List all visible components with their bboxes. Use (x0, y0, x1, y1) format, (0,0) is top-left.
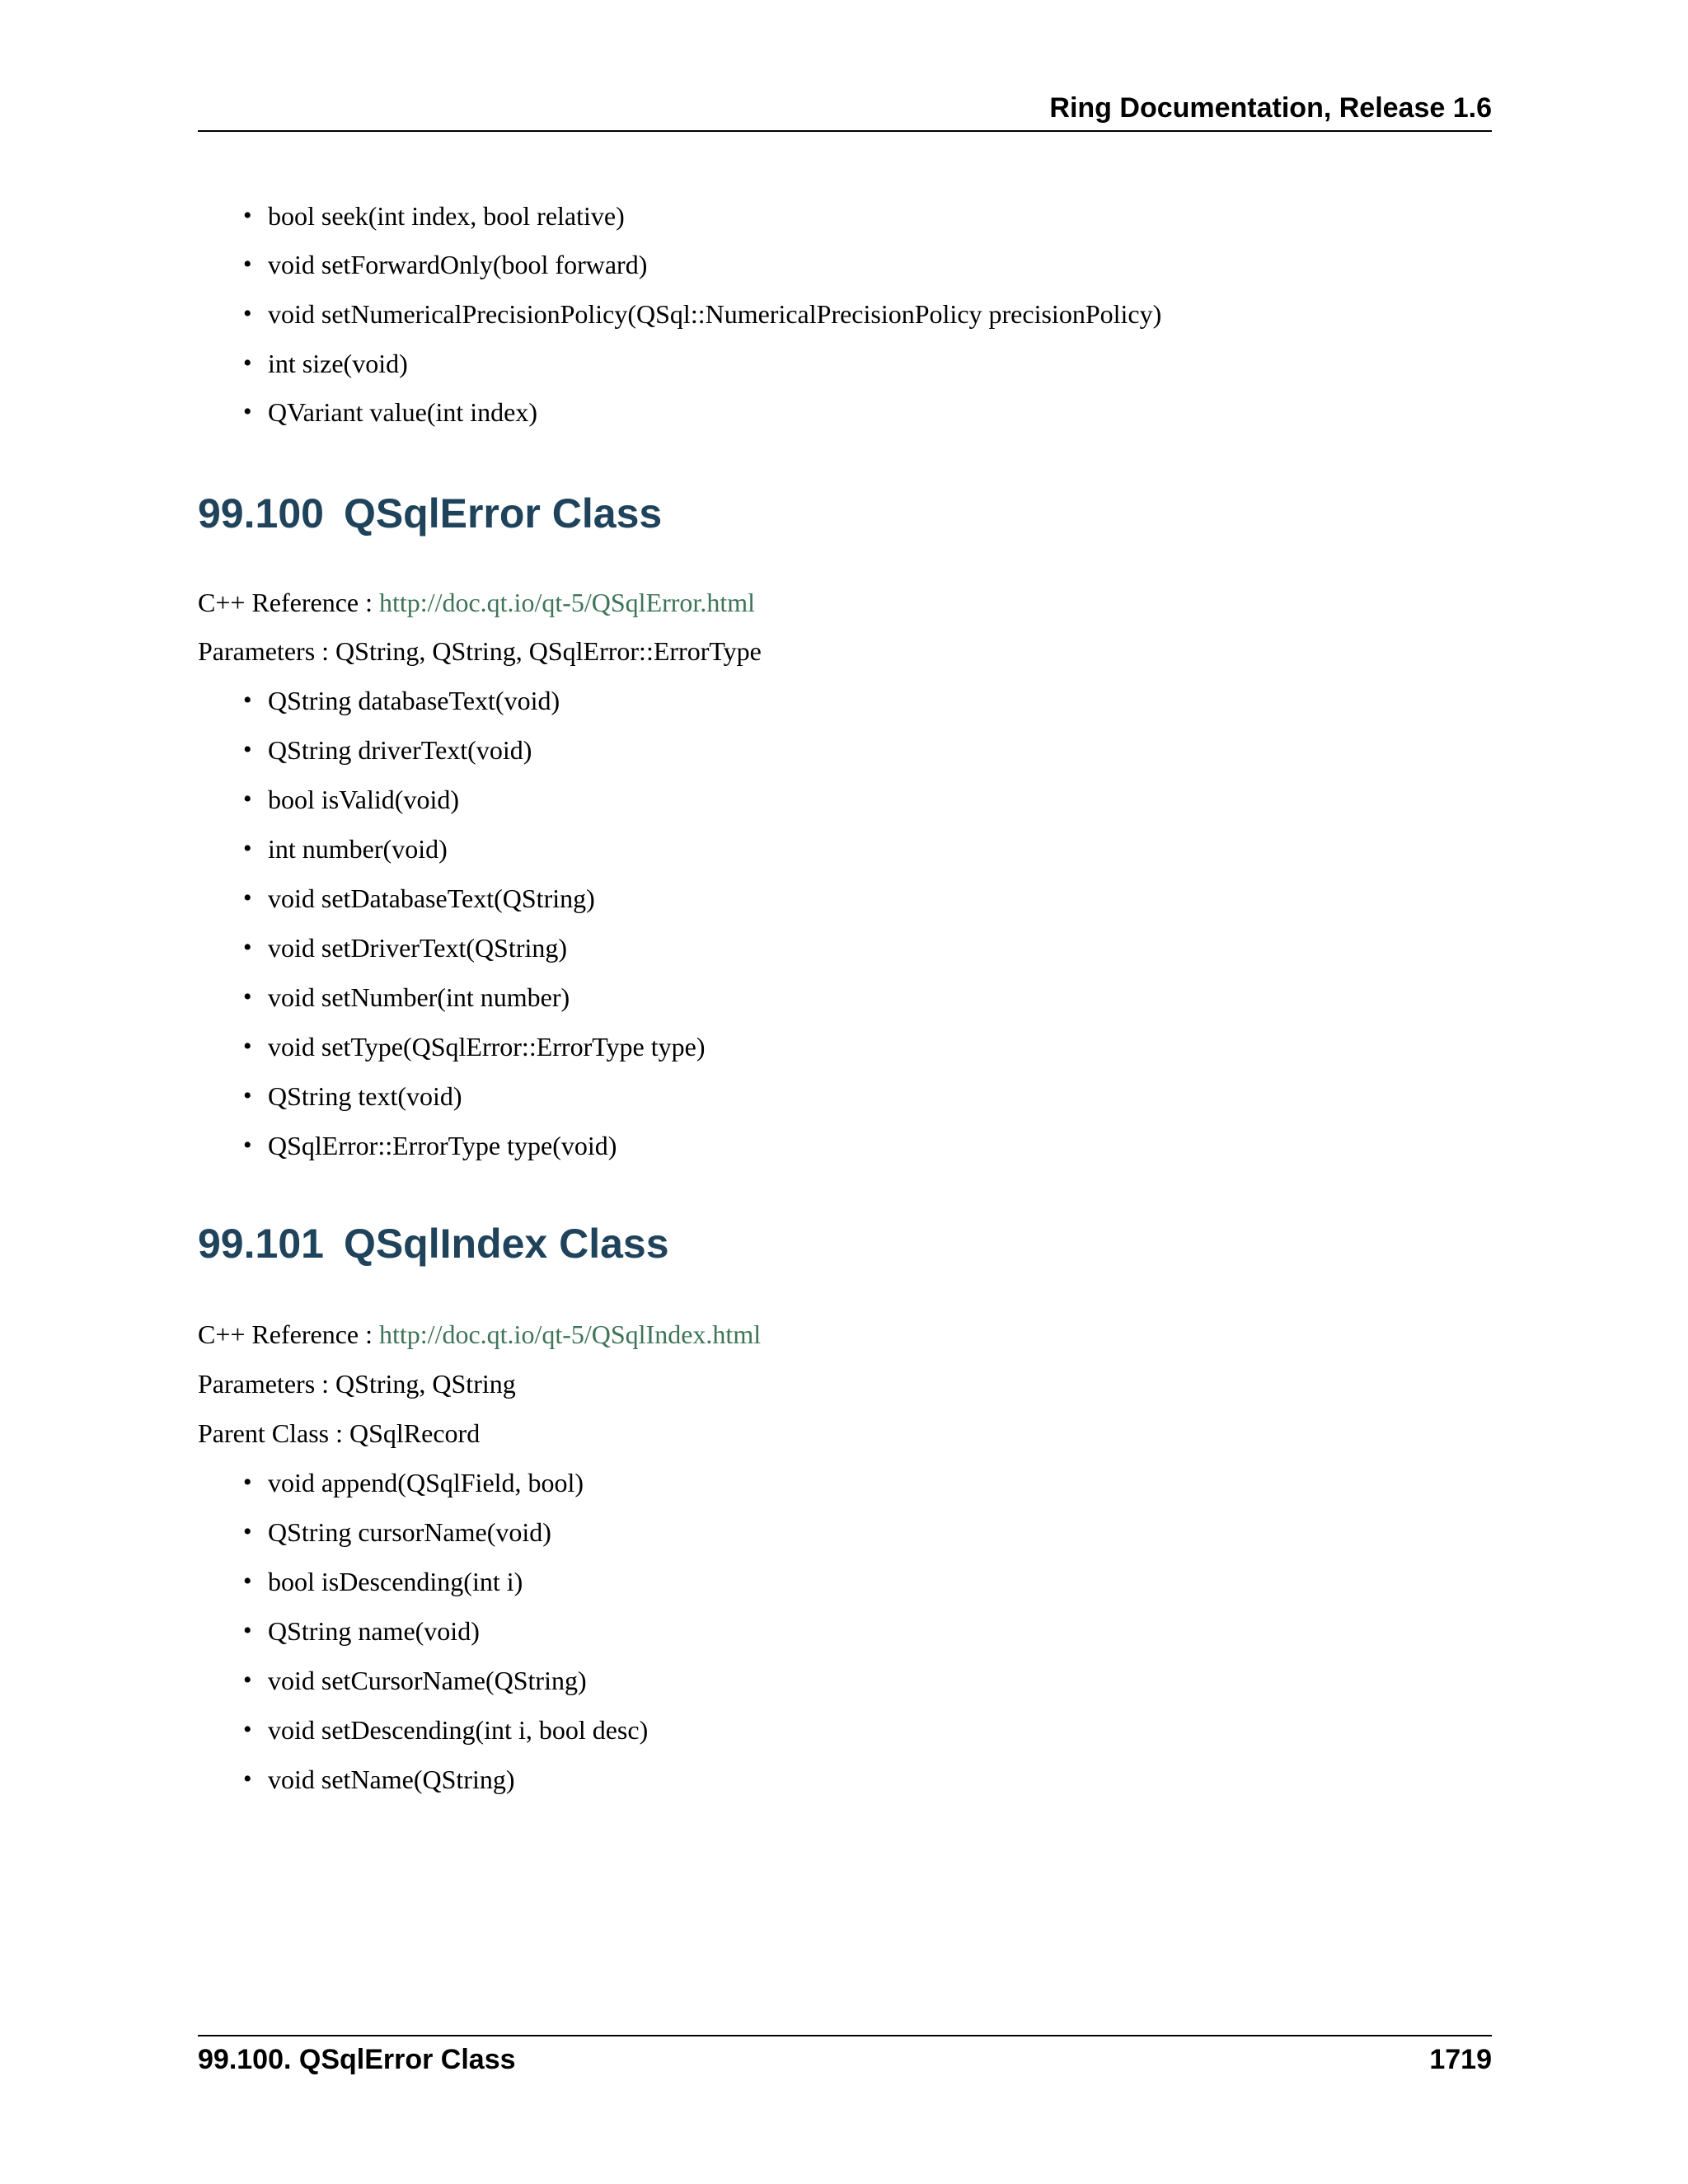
bullet-icon: • (243, 1765, 252, 1793)
list-item: • QString name(void) (268, 1606, 480, 1656)
cpp-reference: C++ Reference : http://doc.qt.io/qt-5/QSqlIndex.html (198, 1319, 762, 1349)
bullet-icon: • (243, 934, 252, 961)
section-heading-qsqlerror: 99.100 QSqlError Class (198, 490, 663, 537)
list-item: • void append(QSqlField, bool) (268, 1458, 584, 1507)
bullet-icon: • (243, 251, 252, 278)
bullet-icon: • (243, 349, 252, 377)
bullet-icon: • (243, 983, 252, 1010)
list-item: • void setNumericalPrecisionPolicy(QSql::NumericalPrecisionPolicy precisionPolicy) (268, 289, 1161, 339)
bullet-icon: • (243, 1082, 252, 1109)
list-item: • int number(void) (268, 824, 448, 874)
list-item: • QString databaseText(void) (268, 676, 560, 725)
bullet-icon: • (243, 1617, 252, 1644)
page-number: 1719 (1429, 2044, 1492, 2075)
list-item: • bool isValid(void) (268, 775, 459, 824)
list-item: • QVariant value(int index) (268, 387, 537, 437)
bullet-icon: • (243, 1469, 252, 1496)
list-item: • void setDescending(int i, bool desc) (268, 1705, 648, 1755)
parameters-line: Parameters : QString, QString, QSqlError::ErrorType (198, 636, 762, 666)
list-item: • int size(void) (268, 339, 408, 388)
reference-link[interactable]: http://doc.qt.io/qt-5/QSqlIndex.html (379, 1319, 762, 1349)
list-item: • void setForwardOnly(bool forward) (268, 240, 647, 289)
bullet-icon: • (243, 1518, 252, 1545)
list-item: • void setName(QString) (268, 1755, 515, 1804)
list-item: • QString cursorName(void) (268, 1507, 551, 1557)
reference-link[interactable]: http://doc.qt.io/qt-5/QSqlError.html (379, 588, 755, 617)
section-heading-qsqlindex: 99.101 QSqlIndex Class (198, 1221, 669, 1267)
cpp-reference: C++ Reference : http://doc.qt.io/qt-5/QSqlError.html (198, 588, 755, 617)
running-header: Ring Documentation, Release 1.6 (1049, 92, 1492, 124)
parent-class-line: Parent Class : QSqlRecord (198, 1418, 481, 1448)
bullet-icon: • (243, 202, 252, 229)
bullet-icon: • (243, 785, 252, 813)
footer-section: 99.100. QSqlError Class (198, 2044, 516, 2075)
bullet-icon: • (243, 1568, 252, 1595)
list-item: • void setType(QSqlError::ErrorType type) (268, 1022, 705, 1071)
list-item: • void setNumber(int number) (268, 972, 570, 1022)
list-item: • bool seek(int index, bool relative) (268, 191, 625, 241)
bullet-icon: • (243, 835, 252, 862)
bullet-icon: • (243, 1033, 252, 1060)
list-item: • QString text(void) (268, 1071, 462, 1121)
bullet-icon: • (243, 1132, 252, 1159)
bullet-icon: • (243, 884, 252, 912)
list-item: • void setCursorName(QString) (268, 1656, 587, 1705)
list-item: • bool isDescending(int i) (268, 1557, 523, 1606)
bullet-icon: • (243, 398, 252, 425)
list-item: • QString driverText(void) (268, 725, 532, 775)
list-item: • void setDriverText(QString) (268, 923, 567, 972)
bullet-icon: • (243, 736, 252, 763)
header-rule (198, 130, 1492, 132)
bullet-icon: • (243, 1716, 252, 1743)
bullet-icon: • (243, 300, 252, 327)
list-item: • void setDatabaseText(QString) (268, 874, 595, 923)
list-item: • QSqlError::ErrorType type(void) (268, 1121, 617, 1170)
bullet-icon: • (243, 687, 252, 714)
footer-rule (198, 2035, 1492, 2036)
bullet-icon: • (243, 1666, 252, 1694)
parameters-line: Parameters : QString, QString (198, 1369, 516, 1399)
